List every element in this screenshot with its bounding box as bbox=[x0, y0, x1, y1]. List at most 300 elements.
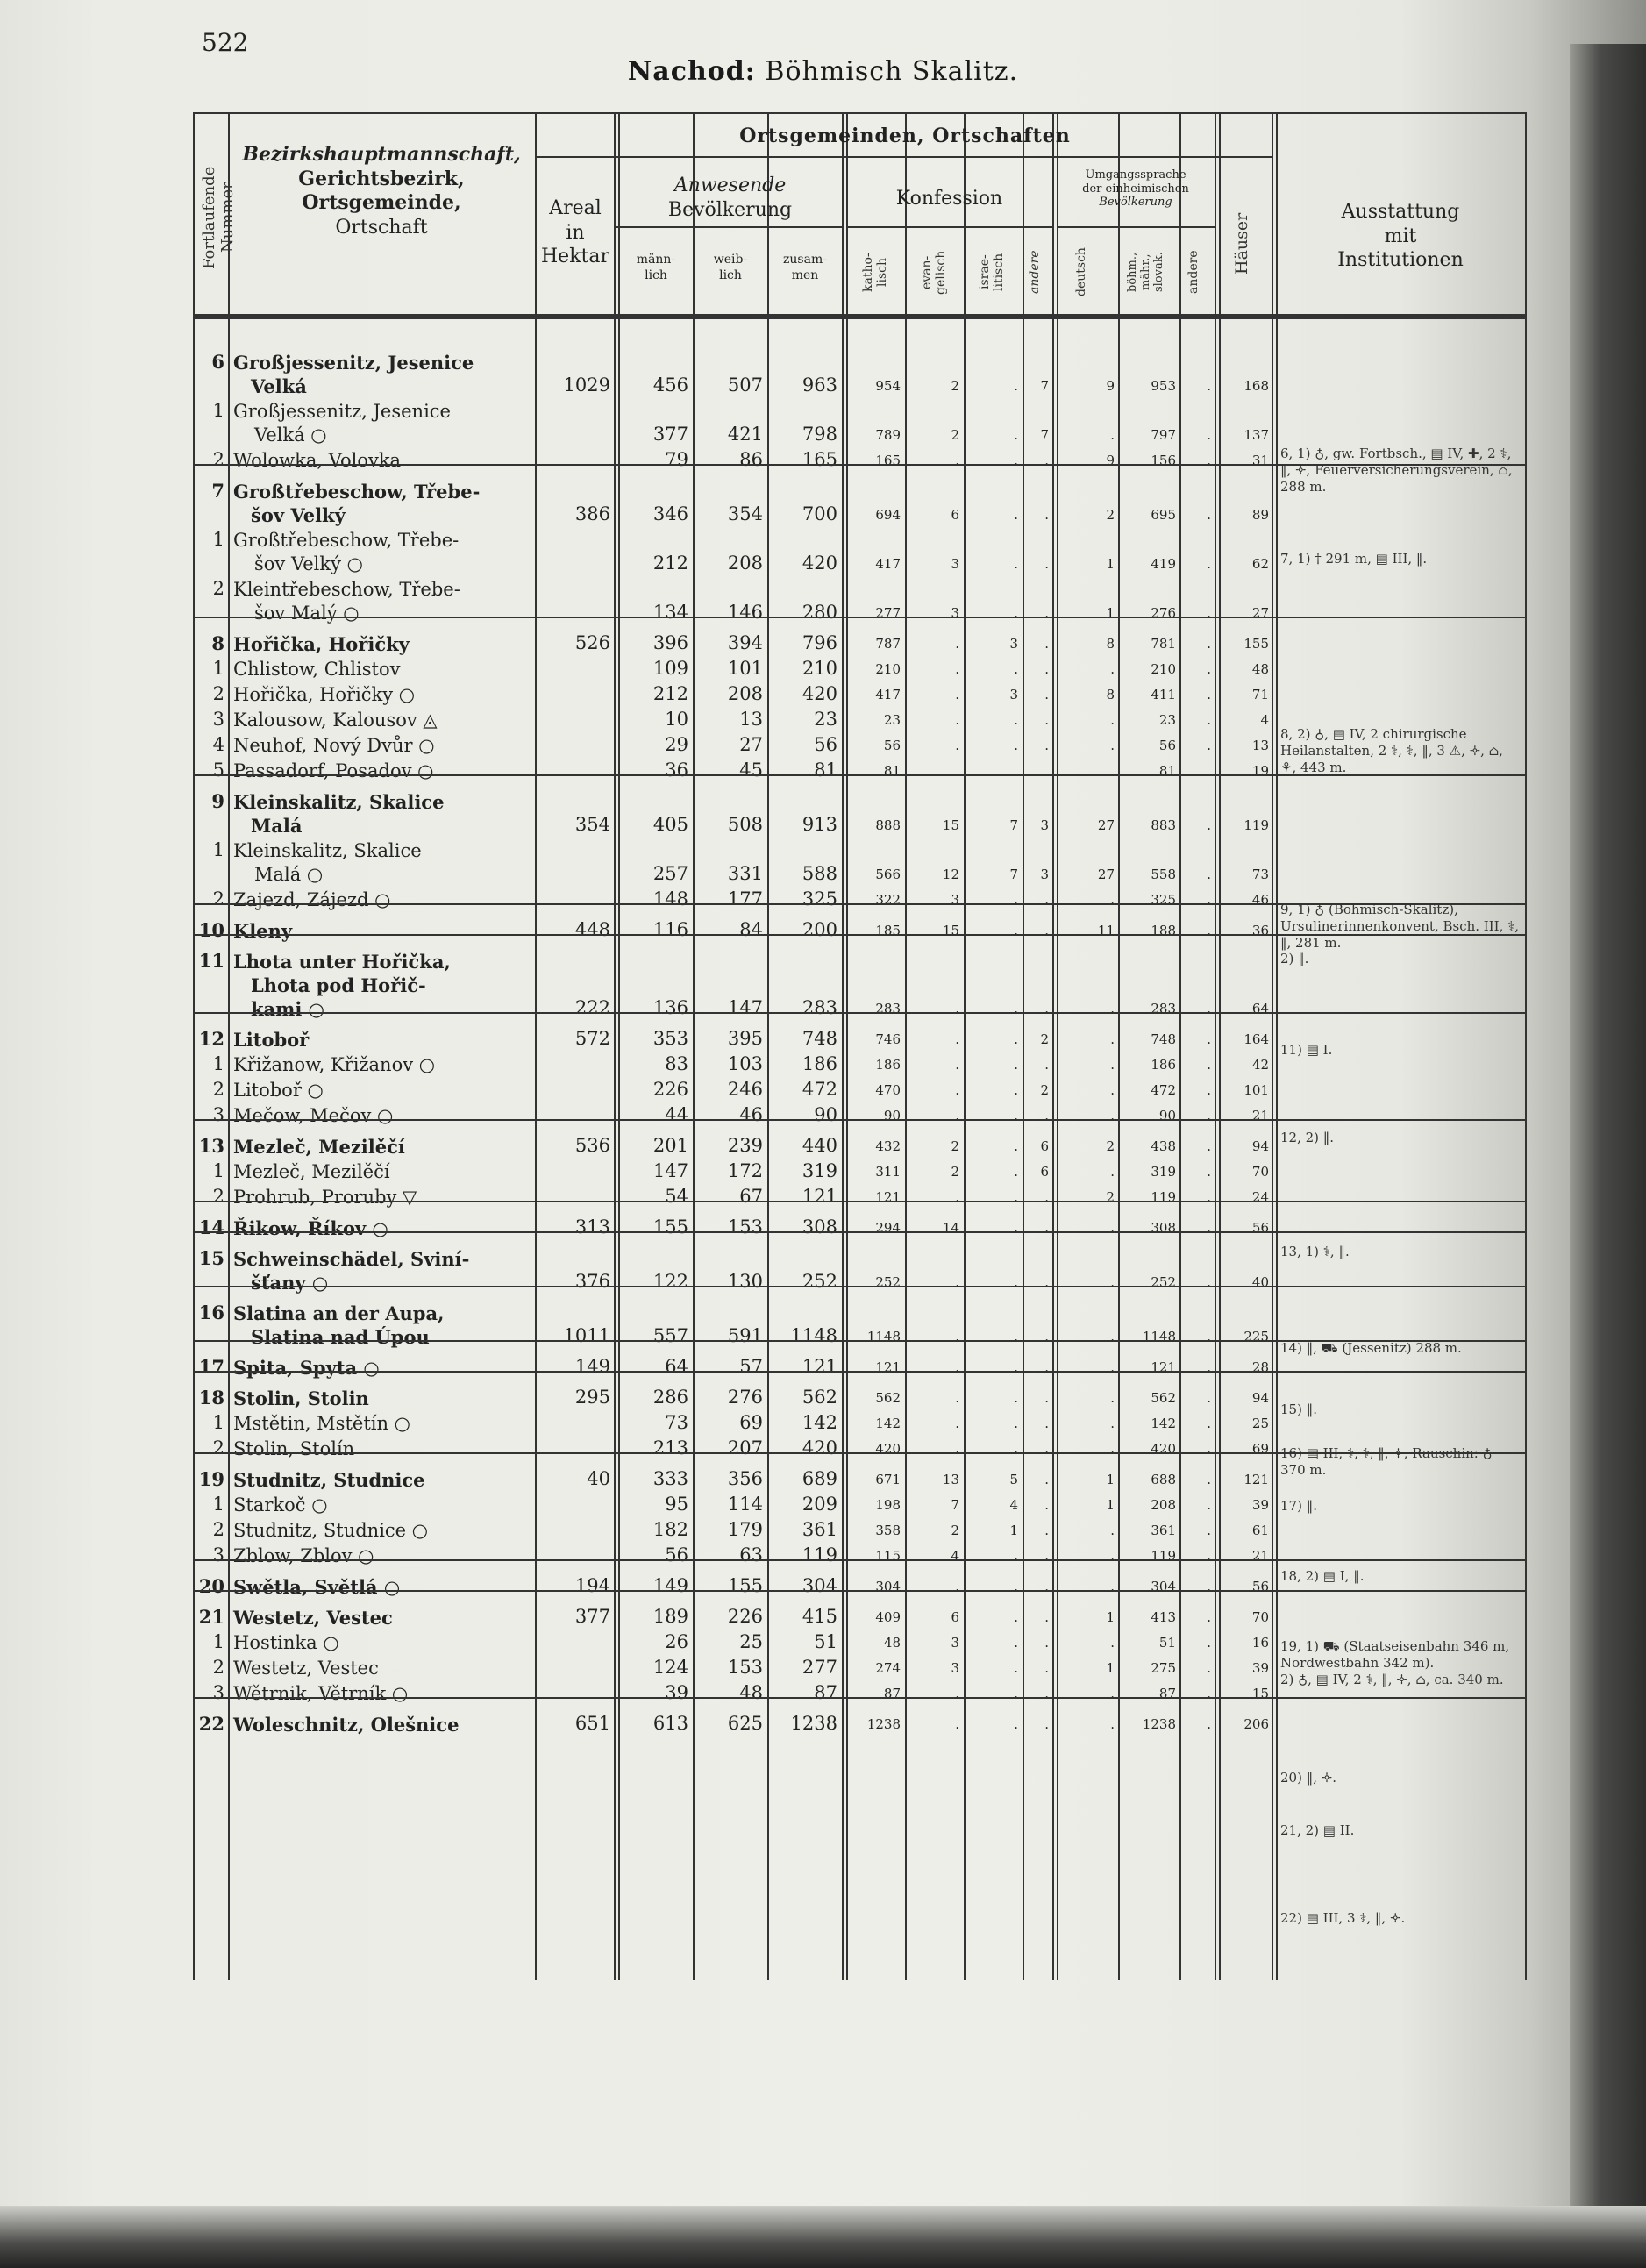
cell-m: 83 bbox=[665, 1053, 688, 1074]
header-konfession: Konfession bbox=[895, 188, 1003, 210]
header-katholisch: katho- lisch bbox=[861, 253, 889, 292]
place-name bbox=[233, 1079, 531, 1102]
cell-isr: . bbox=[1014, 1635, 1018, 1651]
cell-evan: 15 bbox=[942, 817, 959, 833]
cell-w: 86 bbox=[739, 449, 763, 470]
cell-so: . bbox=[1207, 738, 1211, 753]
cell-and: . bbox=[1044, 1189, 1049, 1205]
cell-m: 226 bbox=[652, 1079, 688, 1100]
cell-evan: . bbox=[955, 661, 959, 677]
cell-so: . bbox=[1207, 1686, 1211, 1701]
place-name-line: Großtřebeschow, Třebe- bbox=[233, 530, 460, 551]
section-rule bbox=[193, 1559, 1526, 1561]
cell-evan: . bbox=[955, 1189, 959, 1205]
cell-z: 1238 bbox=[790, 1713, 837, 1734]
cell-isr: . bbox=[1014, 1220, 1018, 1236]
place-name bbox=[233, 1468, 531, 1492]
cell-isr: . bbox=[1014, 738, 1018, 753]
cell-deu: . bbox=[1110, 1220, 1115, 1236]
cell-kath: 671 bbox=[875, 1472, 901, 1487]
cell-w: 239 bbox=[727, 1135, 763, 1156]
cell-m: 95 bbox=[665, 1494, 688, 1515]
cell-m: 257 bbox=[652, 863, 688, 884]
cell-m: 148 bbox=[652, 888, 688, 909]
cell-w: 48 bbox=[739, 1682, 763, 1703]
cell-isr: . bbox=[1014, 1416, 1018, 1431]
cell-h: 64 bbox=[1251, 1001, 1269, 1016]
place-name-line: Mezleč, Mezilěčí bbox=[233, 1136, 405, 1158]
cell-w: 45 bbox=[739, 760, 763, 781]
cell-h: 16 bbox=[1251, 1635, 1269, 1651]
cell-deu: 8 bbox=[1106, 687, 1115, 703]
cell-w: 25 bbox=[739, 1631, 763, 1652]
cell-and: . bbox=[1044, 1108, 1049, 1123]
cell-w: 208 bbox=[727, 683, 763, 704]
cell-m: 286 bbox=[652, 1387, 688, 1408]
cell-boh: 319 bbox=[1151, 1164, 1176, 1180]
cell-boh: 121 bbox=[1151, 1359, 1176, 1375]
cell-kath: 115 bbox=[875, 1548, 901, 1564]
cell-m: 396 bbox=[652, 632, 688, 653]
cell-isr: . bbox=[1014, 427, 1018, 443]
row-number: 6 bbox=[211, 351, 224, 373]
place-name-line: Stolin, Stolin bbox=[233, 1387, 369, 1409]
cell-z: 81 bbox=[814, 760, 837, 781]
row-number: 2 bbox=[212, 683, 224, 704]
cell-areal: 572 bbox=[574, 1028, 610, 1049]
cell-boh: 23 bbox=[1158, 712, 1176, 728]
cell-z: 277 bbox=[802, 1657, 837, 1678]
cell-z: 210 bbox=[802, 658, 837, 679]
cell-kath: 277 bbox=[875, 605, 901, 621]
cell-isr: . bbox=[1014, 661, 1018, 677]
cell-deu: 1 bbox=[1106, 1660, 1115, 1676]
cell-and: 2 bbox=[1040, 1082, 1049, 1098]
cell-evan: 3 bbox=[951, 892, 959, 908]
section-rule bbox=[193, 1590, 1526, 1592]
cell-h: 13 bbox=[1251, 738, 1269, 753]
cell-deu: . bbox=[1110, 1416, 1115, 1431]
place-name-line: Swětla, Světlá ○ bbox=[233, 1576, 401, 1598]
cell-isr: . bbox=[1014, 453, 1018, 468]
cell-h: 168 bbox=[1243, 378, 1269, 394]
cell-deu: . bbox=[1110, 1548, 1115, 1564]
cell-isr: . bbox=[1014, 1001, 1018, 1016]
place-name bbox=[233, 1216, 531, 1240]
place-name-line: Kleintřebeschow, Třebe- bbox=[233, 579, 460, 600]
cell-evan: 2 bbox=[951, 1523, 959, 1538]
cell-evan: 15 bbox=[942, 923, 959, 938]
header-areal-line: in bbox=[566, 221, 585, 244]
header-name bbox=[232, 143, 531, 239]
cell-z: 121 bbox=[802, 1356, 837, 1377]
place-name-line: Prohrub, Proruby ▽ bbox=[233, 1187, 417, 1208]
place-name-line: Starkoč ○ bbox=[233, 1494, 328, 1516]
place-name bbox=[233, 919, 531, 943]
cell-and: . bbox=[1044, 1686, 1049, 1701]
cell-and: 3 bbox=[1040, 817, 1049, 833]
row-number: 22 bbox=[198, 1713, 224, 1735]
cell-and: . bbox=[1044, 1548, 1049, 1564]
cell-evan: 14 bbox=[942, 1220, 959, 1236]
cell-so: . bbox=[1207, 1716, 1211, 1732]
cell-z: 165 bbox=[802, 449, 837, 470]
cell-deu: 1 bbox=[1106, 1497, 1115, 1513]
header-sprache-line: Bevölkerung bbox=[1099, 196, 1172, 210]
cell-w: 591 bbox=[727, 1325, 763, 1346]
cell-boh: 797 bbox=[1151, 427, 1176, 443]
cell-z: 440 bbox=[802, 1135, 837, 1156]
cell-kath: 888 bbox=[875, 817, 901, 833]
place-name bbox=[233, 1631, 531, 1655]
place-name-line: Hostinka ○ bbox=[233, 1632, 339, 1653]
place-name-line: Mečow, Mečov ○ bbox=[233, 1105, 394, 1126]
cell-deu: . bbox=[1110, 1523, 1115, 1538]
cell-kath: 409 bbox=[875, 1609, 901, 1625]
cell-deu: 1 bbox=[1106, 1472, 1115, 1487]
cell-and: . bbox=[1044, 1635, 1049, 1651]
cell-areal: 386 bbox=[574, 503, 610, 524]
cell-evan: . bbox=[955, 1329, 959, 1344]
place-name-line: Litoboř bbox=[233, 1029, 310, 1051]
cell-h: 62 bbox=[1251, 556, 1269, 572]
place-name bbox=[233, 1356, 531, 1380]
place-name-line: Studnitz, Studnice bbox=[233, 1469, 425, 1491]
cell-h: 137 bbox=[1243, 427, 1269, 443]
cell-w: 147 bbox=[727, 997, 763, 1018]
header-name-line: Ortsgemeinde, bbox=[302, 191, 461, 214]
institution-entry: 6, 1) ♁, gw. Fortbsch., ▤ IV, ✚, 2 ⚕, ‖, 🝊, Feuerversicherungsverein, ⌂, 288 m. bbox=[1280, 446, 1513, 495]
place-name-line: Kleinskalitz, Skalice bbox=[233, 791, 445, 813]
cell-boh: 748 bbox=[1151, 1031, 1176, 1047]
cell-so: . bbox=[1207, 378, 1211, 394]
cell-so: . bbox=[1207, 1274, 1211, 1290]
section-rule bbox=[193, 1012, 1526, 1014]
cell-and: . bbox=[1044, 1660, 1049, 1676]
cell-isr: . bbox=[1014, 1189, 1018, 1205]
cell-kath: 81 bbox=[883, 763, 901, 779]
cell-w: 146 bbox=[727, 602, 763, 623]
statistics-table bbox=[193, 112, 1526, 1980]
cell-so: . bbox=[1207, 1548, 1211, 1564]
cell-m: 353 bbox=[652, 1028, 688, 1049]
place-name-line: kami ○ bbox=[251, 998, 324, 1020]
place-name bbox=[233, 632, 531, 656]
cell-boh: 81 bbox=[1158, 763, 1176, 779]
cell-areal: 194 bbox=[574, 1575, 610, 1596]
cell-so: . bbox=[1207, 1057, 1211, 1073]
cell-and: . bbox=[1044, 687, 1049, 703]
cell-evan: . bbox=[955, 1274, 959, 1290]
cell-m: 405 bbox=[652, 814, 688, 835]
cell-m: 557 bbox=[652, 1325, 688, 1346]
cell-w: 208 bbox=[727, 553, 763, 574]
institution-entry: 13, 1) ⚕, ‖. bbox=[1280, 1244, 1350, 1259]
row-number: 1 bbox=[212, 529, 224, 550]
cell-boh: 308 bbox=[1151, 1220, 1176, 1236]
place-name bbox=[233, 683, 531, 707]
book-binding-edge bbox=[1570, 44, 1646, 2268]
header-bev-line: Bevölkerung bbox=[667, 198, 793, 221]
cell-w: 179 bbox=[727, 1519, 763, 1540]
cell-boh: 119 bbox=[1151, 1189, 1176, 1205]
place-name-line: Zajezd, Zájezd ○ bbox=[233, 889, 391, 910]
row-number: 11 bbox=[198, 950, 224, 972]
place-name bbox=[233, 790, 531, 838]
cell-so: . bbox=[1207, 556, 1211, 572]
row-number: 2 bbox=[212, 578, 224, 599]
header-bottom-rule-2 bbox=[193, 317, 1526, 319]
cell-boh: 90 bbox=[1158, 1108, 1176, 1123]
cell-z: 252 bbox=[802, 1271, 837, 1292]
cell-evan: 13 bbox=[942, 1472, 959, 1487]
cell-w: 153 bbox=[727, 1216, 763, 1237]
cell-evan: . bbox=[955, 1057, 959, 1073]
cell-w: 507 bbox=[727, 374, 763, 396]
cell-boh: 208 bbox=[1151, 1497, 1176, 1513]
cell-and: 7 bbox=[1040, 427, 1049, 443]
cell-isr: . bbox=[1014, 1057, 1018, 1073]
cell-so: . bbox=[1207, 1359, 1211, 1375]
row-number: 1 bbox=[212, 1160, 224, 1181]
cell-evan: 7 bbox=[951, 1497, 959, 1513]
table-top-rule bbox=[193, 112, 1526, 114]
row-number: 1 bbox=[212, 400, 224, 421]
cell-and: . bbox=[1044, 1472, 1049, 1487]
cell-evan: . bbox=[955, 1579, 959, 1594]
cell-and: 7 bbox=[1040, 378, 1049, 394]
row-number: 1 bbox=[212, 1494, 224, 1515]
cell-so: . bbox=[1207, 1220, 1211, 1236]
cell-m: 613 bbox=[652, 1713, 688, 1734]
cell-kath: 252 bbox=[875, 1274, 901, 1290]
cell-h: 48 bbox=[1251, 661, 1269, 677]
cell-kath: 470 bbox=[875, 1082, 901, 1098]
cell-m: 79 bbox=[665, 449, 688, 470]
row-number: 12 bbox=[198, 1028, 224, 1050]
cell-m: 456 bbox=[652, 374, 688, 396]
row-number: 10 bbox=[198, 919, 224, 941]
cell-and: 6 bbox=[1040, 1138, 1049, 1154]
section-rule bbox=[193, 1231, 1526, 1233]
row-number: 3 bbox=[212, 1104, 224, 1125]
cell-and: 2 bbox=[1040, 1031, 1049, 1047]
cell-isr: . bbox=[1014, 1082, 1018, 1098]
cell-deu: 27 bbox=[1097, 817, 1115, 833]
cell-m: 346 bbox=[652, 503, 688, 524]
row-number: 5 bbox=[212, 760, 224, 781]
cell-deu: . bbox=[1110, 1441, 1115, 1457]
cell-w: 395 bbox=[727, 1028, 763, 1049]
cell-boh: 51 bbox=[1158, 1635, 1176, 1651]
cell-and: . bbox=[1044, 1609, 1049, 1625]
cell-so: . bbox=[1207, 1579, 1211, 1594]
cell-m: 149 bbox=[652, 1575, 688, 1596]
cell-deu: . bbox=[1110, 661, 1115, 677]
cell-deu: 9 bbox=[1106, 378, 1115, 394]
place-name-line: Kleinskalitz, Skalice bbox=[233, 840, 422, 861]
cell-kath: 165 bbox=[875, 453, 901, 468]
place-name bbox=[233, 1519, 531, 1543]
institution-entry: 17) ‖. bbox=[1280, 1498, 1317, 1514]
place-name bbox=[233, 1186, 531, 1209]
cell-so: . bbox=[1207, 1609, 1211, 1625]
cell-areal: 1029 bbox=[563, 374, 610, 396]
cell-z: 420 bbox=[802, 1437, 837, 1459]
cell-and: . bbox=[1044, 892, 1049, 908]
cell-and: . bbox=[1044, 738, 1049, 753]
cell-and: . bbox=[1044, 661, 1049, 677]
cell-isr: . bbox=[1014, 1548, 1018, 1564]
cell-h: 42 bbox=[1251, 1057, 1269, 1073]
cell-h: 164 bbox=[1243, 1031, 1269, 1047]
place-name bbox=[233, 1575, 531, 1599]
cell-so: . bbox=[1207, 661, 1211, 677]
cell-boh: 781 bbox=[1151, 636, 1176, 652]
cell-kath: 1238 bbox=[866, 1716, 901, 1732]
cell-evan: 12 bbox=[942, 867, 959, 882]
place-name-line: Slatina nad Úpou bbox=[251, 1326, 430, 1348]
cell-w: 331 bbox=[727, 863, 763, 884]
cell-kath: 185 bbox=[875, 923, 901, 938]
cell-and: . bbox=[1044, 1416, 1049, 1431]
cell-z: 689 bbox=[802, 1468, 837, 1489]
cell-w: 508 bbox=[727, 814, 763, 835]
cell-z: 796 bbox=[802, 632, 837, 653]
place-name bbox=[233, 888, 531, 912]
cell-boh: 186 bbox=[1151, 1057, 1176, 1073]
cell-so: . bbox=[1207, 1523, 1211, 1538]
cell-so: . bbox=[1207, 427, 1211, 443]
cell-kath: 198 bbox=[875, 1497, 901, 1513]
cell-so: . bbox=[1207, 1497, 1211, 1513]
cell-w: 84 bbox=[739, 919, 763, 940]
cell-deu: . bbox=[1110, 1031, 1115, 1047]
cell-and: . bbox=[1044, 712, 1049, 728]
place-name-line: Zblow, Zblov ○ bbox=[233, 1545, 374, 1566]
running-title-district: Nachod: bbox=[627, 56, 756, 87]
cell-and: 6 bbox=[1040, 1164, 1049, 1180]
cell-and: . bbox=[1044, 1716, 1049, 1732]
cell-evan: . bbox=[955, 1716, 959, 1732]
cell-kath: 432 bbox=[875, 1138, 901, 1154]
row-number: 19 bbox=[198, 1468, 224, 1490]
cell-h: 70 bbox=[1251, 1609, 1269, 1625]
row-number: 1 bbox=[212, 1631, 224, 1652]
cell-w: 172 bbox=[727, 1160, 763, 1181]
place-name-line: šov Malý ○ bbox=[254, 603, 360, 624]
page-number: 522 bbox=[202, 28, 249, 57]
cell-so: . bbox=[1207, 1164, 1211, 1180]
place-name-line: Mezleč, Mezilěčí bbox=[233, 1161, 390, 1182]
cell-z: 209 bbox=[802, 1494, 837, 1515]
sprache-rule bbox=[1057, 226, 1215, 228]
cell-isr: 7 bbox=[1009, 867, 1018, 882]
cell-w: 354 bbox=[727, 503, 763, 524]
cell-m: 182 bbox=[652, 1519, 688, 1540]
cell-boh: 419 bbox=[1151, 556, 1176, 572]
section-rule bbox=[193, 1119, 1526, 1121]
cell-m: 109 bbox=[652, 658, 688, 679]
col-rule bbox=[842, 112, 844, 1980]
cell-z: 119 bbox=[802, 1544, 837, 1565]
cell-kath: 420 bbox=[875, 1441, 901, 1457]
institution-entry: 20) ‖, 🝊. bbox=[1280, 1770, 1337, 1786]
cell-w: 101 bbox=[727, 658, 763, 679]
place-name-line: Lhota unter Hořička, bbox=[233, 951, 451, 973]
col-rule bbox=[193, 112, 195, 1980]
cell-and: . bbox=[1044, 1359, 1049, 1375]
place-name-line: Großjessenitz, Jesenice bbox=[233, 401, 451, 422]
cell-boh: 420 bbox=[1151, 1441, 1176, 1457]
institution-entry: 9, 1) ♁ (Böhmisch-Skalitz), Ursulinerinnenkonvent, Bsch. III, ⚕, ‖, 281 m. 2) ‖. bbox=[1280, 902, 1519, 967]
cell-isr: 3 bbox=[1009, 636, 1018, 652]
header-fortlaufende-nummer: Fortlaufende Nummer bbox=[200, 166, 237, 269]
cell-h: 61 bbox=[1251, 1523, 1269, 1538]
cell-deu: . bbox=[1110, 763, 1115, 779]
cell-areal: 40 bbox=[587, 1468, 610, 1489]
header-bevoelkerung bbox=[618, 174, 842, 222]
cell-h: 56 bbox=[1251, 1579, 1269, 1594]
col-rule bbox=[614, 112, 616, 1980]
place-name-line: Wětrnik, Větrník ○ bbox=[233, 1683, 409, 1704]
place-name-line: Malá ○ bbox=[254, 864, 324, 885]
cell-boh: 188 bbox=[1151, 923, 1176, 938]
place-name-line: Stolin, Stolín bbox=[233, 1438, 355, 1459]
cell-so: . bbox=[1207, 892, 1211, 908]
cell-w: 57 bbox=[739, 1356, 763, 1377]
cell-boh: 413 bbox=[1151, 1609, 1176, 1625]
cell-deu: . bbox=[1110, 1686, 1115, 1701]
place-name bbox=[233, 760, 531, 783]
header-areal bbox=[537, 196, 614, 269]
place-name-line: šťany ○ bbox=[251, 1272, 329, 1294]
place-name bbox=[233, 1657, 531, 1680]
institution-entry: 19, 1) ⛟ (Staatseisenbahn 346 m, Nordwestbahn 342 m). 2) ♁, ▤ IV, 2 ⚕, ‖, 🝊, ⌂, ca. 340 m. bbox=[1280, 1638, 1510, 1687]
row-number: 1 bbox=[212, 1053, 224, 1074]
row-number: 1 bbox=[212, 1412, 224, 1433]
cell-and: . bbox=[1044, 1001, 1049, 1016]
header-ausstattung bbox=[1276, 200, 1525, 273]
cell-areal: 149 bbox=[574, 1356, 610, 1377]
cell-z: 415 bbox=[802, 1606, 837, 1627]
cell-deu: . bbox=[1110, 1274, 1115, 1290]
cell-isr: 5 bbox=[1009, 1472, 1018, 1487]
place-name-line: Malá bbox=[251, 815, 303, 837]
cell-deu: . bbox=[1110, 427, 1115, 443]
cell-deu: 1 bbox=[1106, 1609, 1115, 1625]
cell-h: 225 bbox=[1243, 1329, 1269, 1344]
place-name-line: Chlistow, Chlistov bbox=[233, 659, 401, 680]
row-number: 9 bbox=[211, 790, 224, 812]
cell-areal: 376 bbox=[574, 1271, 610, 1292]
cell-kath: 746 bbox=[875, 1031, 901, 1047]
cell-isr: . bbox=[1014, 1441, 1018, 1457]
cell-isr: . bbox=[1014, 1716, 1018, 1732]
cell-m: 134 bbox=[652, 602, 688, 623]
cell-h: 101 bbox=[1243, 1082, 1269, 1098]
cell-deu: . bbox=[1110, 1082, 1115, 1098]
cell-evan: . bbox=[955, 1441, 959, 1457]
cell-and: . bbox=[1044, 556, 1049, 572]
cell-h: 15 bbox=[1251, 1686, 1269, 1701]
row-number: 2 bbox=[212, 888, 224, 909]
cell-kath: 566 bbox=[875, 867, 901, 882]
cell-h: 56 bbox=[1251, 1220, 1269, 1236]
place-name-line: Schweinschädel, Sviní- bbox=[233, 1248, 470, 1270]
row-number: 21 bbox=[198, 1606, 224, 1628]
cell-kath: 87 bbox=[883, 1686, 901, 1701]
